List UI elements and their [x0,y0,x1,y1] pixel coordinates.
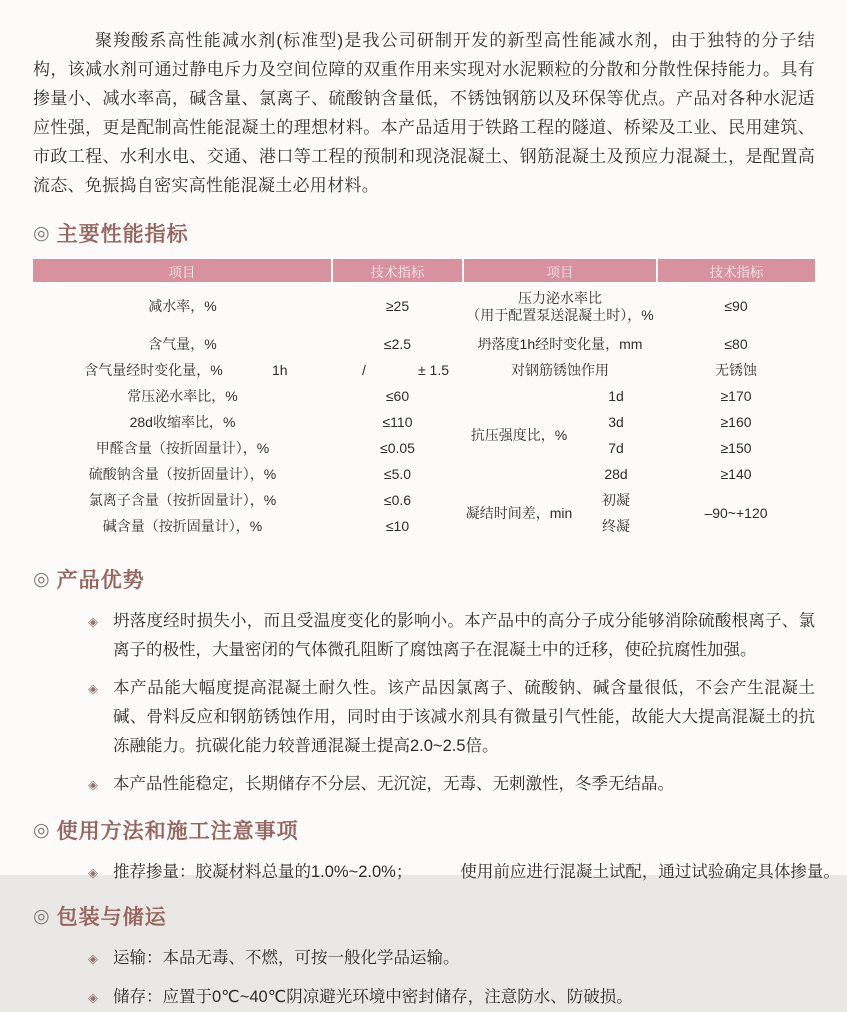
diamond-bullet-icon: ◈ [88,681,98,696]
section-title-usage: 使用方法和施工注意事项 [56,820,299,843]
table-row [33,462,815,488]
usage-list [33,858,840,887]
header-item-left: 项目 [33,259,332,282]
header-item-right: 项目 [463,259,657,282]
cell-value: ≤80 [724,336,748,353]
cell-value: ≤60 [385,388,410,405]
cell-line: ± 1.5 [417,362,449,379]
cell-value: ≥25 [385,298,410,315]
cell-group-label: 抗压强度比，% [470,427,568,444]
cell-item: 甲醛含量（按折固量计），% [95,440,270,457]
bullet-text: 坍落度经时损失小，而且受温度变化的影响小。本产品中的高分子成分能够消除硫酸根离子、氯离子的极性，大量密闭的气体微孔阻断了腐蚀离子在混凝土中的迁移，使砼抗腐性加强。 [113,612,815,659]
cell-sub: 3d [608,414,624,431]
table-row [33,282,815,332]
section-heading-packaging [33,901,815,931]
cell-value: ≤2.5 [383,336,412,353]
cell-value: ≥170 [720,388,752,405]
cell-line: 1h [272,362,288,379]
table-row [33,332,815,358]
cell-line: （用于配置泵送混凝土时），% [466,307,654,323]
cell-value: ≤110 [382,414,413,431]
header-value-right: 技术指标 [657,259,815,282]
cell-item: 常压泌水率比，% [127,388,238,405]
cell-item: 坍落度1h经时变化量，mm [477,336,643,353]
cell-line: 压力泌水率比 [518,289,602,306]
diamond-bullet-icon: ◈ [88,614,98,629]
cell-value: 无锈蚀 [715,362,757,379]
table-row [33,410,815,436]
cell-item: 含气量，% [148,336,217,353]
section-heading-usage [33,815,815,845]
section-heading-performance [33,218,815,248]
section-title-advantages: 产品优势 [56,569,145,592]
table-row [33,358,815,384]
list-item [33,770,815,799]
cell-item: 减水率，% [148,298,217,315]
table-row [33,488,815,514]
list-item [33,607,815,665]
trial-mix-note: 使用前应进行混凝土试配，通过试验确定具体掺量。 [460,863,840,881]
performance-table [33,259,815,540]
cell-sub: 28d [604,466,628,483]
cell-value [332,358,463,384]
section-title-packaging: 包装与储运 [56,906,167,929]
intro-paragraph: 聚羧酸系高性能减水剂(标准型)是我公司研制开发的新型高性能减水剂，由于独特的分子结构，该减水剂可通过静电斥力及空间位障的双重作用来实现对水泥颗粒的分散和分散性保持能力。具有掺量小、减水率高，碱含量、氯离子、硫酸钠含量低，不锈蚀钢筋以及环保等优点。产品对各种水泥适应性强，更是配制高性能混凝土的理想材料。本产品适用于铁路工程的隧道、桥梁及工业、民用建筑、市政工程、水利水电、交通、港口等工程的预制和现浇混凝土、钢筋混凝土及预应力混凝土，是配置高流态、免振捣自密实高性能混凝土必用材料。 [33,31,815,195]
list-item [33,674,815,761]
advantages-list [33,607,815,799]
bullet-text: 本产品性能稳定，长期储存不分层、无沉淀，无毒、无刺激性，冬季无结晶。 [113,775,674,793]
bullseye-icon: ◎ [33,905,50,927]
bullet-text [113,858,840,887]
bullseye-icon: ◎ [33,568,50,590]
cell-sub: 初凝 [602,492,630,509]
cell-value: ≤0.6 [383,492,412,509]
cell-item [33,358,332,384]
cell-line: 含气量经时变化量，% [84,362,223,379]
cell-sub: 终凝 [602,518,630,535]
list-item [33,858,840,887]
dosage-recommendation: 推荐掺量：胶凝材料总量的1.0%~2.0%； [113,863,413,881]
cell-item: 碱含量（按折固量计），% [102,518,263,535]
cell-sub: 7d [608,440,624,457]
list-item [33,983,815,1012]
cell-item [463,282,657,332]
cell-value: ≥150 [720,440,752,457]
packaging-list [33,944,815,1012]
list-item [33,944,815,973]
cell-value: ≤90 [724,298,748,315]
cell-value: ≤0.05 [380,440,415,457]
cell-value: ≥140 [720,466,752,483]
header-value-left: 技术指标 [332,259,463,282]
table-header-row [33,259,815,282]
bullet-text: 储存：应置于0℃~40℃阴凉避光环境中密封储存，注意防水、防破损。 [113,988,633,1006]
cell-value: ≥160 [720,414,752,431]
diamond-bullet-icon: ◈ [88,865,98,880]
bullseye-icon: ◎ [33,222,50,244]
table-row [33,436,815,462]
table-row [33,384,815,410]
bullet-text: 运输：本品无毒、不燃，可按一般化学品运输。 [113,949,460,967]
cell-sub: 1d [608,388,624,405]
cell-item: 28d收缩率比，% [129,414,236,431]
section-title-performance: 主要性能指标 [56,223,189,246]
cell-value: –90~+120 [704,505,768,522]
diamond-bullet-icon: ◈ [88,777,98,792]
cell-group-label: 凝结时间差，min [465,505,573,522]
cell-value: ≤5.0 [383,466,412,483]
diamond-bullet-icon: ◈ [88,990,98,1005]
diamond-bullet-icon: ◈ [88,951,98,966]
cell-item: 硫酸钠含量（按折固量计），% [88,466,277,483]
section-heading-advantages [33,564,815,594]
cell-item: 氯离子含量（按折固量计），% [88,492,277,509]
cell-line: / [362,362,366,379]
bullet-text: 本产品能大幅度提高混凝土耐久性。该产品因氯离子、硫酸钠、碱含量很低，不会产生混凝土碱、骨料反应和钢筋锈蚀作用，同时由于该减水剂具有微量引气性能，故能大大提高混凝土的抗冻融能力。抗碳化能力较普通混凝土提高2.0~2.5倍。 [113,679,815,755]
cell-value: ≤10 [385,518,410,535]
bullseye-icon: ◎ [33,819,50,841]
cell-item: 对钢筋锈蚀作用 [511,362,609,379]
